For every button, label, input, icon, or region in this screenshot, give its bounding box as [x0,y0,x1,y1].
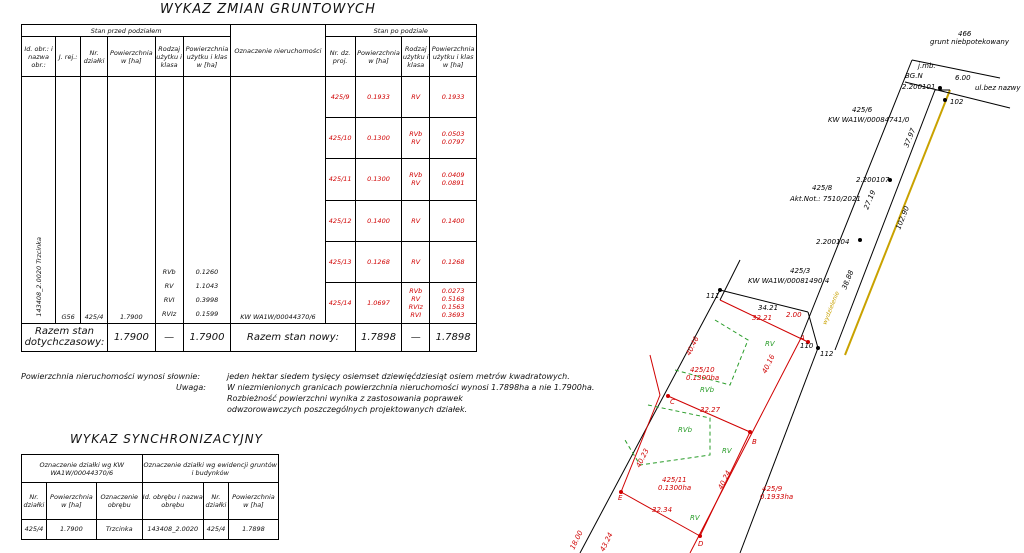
sum-before-label: Razem stan dotychczasowy: [22,323,108,351]
label-d4324: 43.24 [598,531,615,553]
changes-title: WYKAZ ZMIAN GRUNTOWYCH [160,2,376,17]
after-pow-uzytek: 0.1400 [430,200,477,241]
after-header: Stan po podziale [325,25,476,37]
label-d3797: 37.97 [902,127,918,149]
uzytek: RVb [162,267,176,276]
label-466: 466 [958,30,972,38]
sum-after-label: Razem stan nowy: [231,323,355,351]
sum-before-total: 1.7900 [183,323,231,351]
after-pow: 1.0697 [355,282,402,323]
sync-cell: 1.7900 [46,519,96,539]
sync-col: Nr. działki [204,483,229,519]
sync-col: Powierzchnia w [ha] [46,483,96,519]
col-jrej: J. rej.: [56,37,81,77]
label-d3221: 32.21 [752,314,773,322]
label-425-6: 425/6 [852,106,873,114]
col-dzialka: Nr. działki [81,37,108,77]
label-425-8-akt: Akt.Not.: 7510/2021 [790,195,861,203]
after-nr: 425/12 [325,200,355,241]
sync-group1: Oznaczenie działki wg KW WA1W/00044370/6 [22,455,143,483]
sync-cell: 1.7898 [228,519,278,539]
after-pow-uzytek: 0.0273 [441,286,465,295]
label-p9a: 425/9 [762,485,783,493]
after-uzytek: RV [411,138,421,147]
pow-cell: 1.7900 [107,77,155,324]
label-rvb: RVb [700,386,715,394]
label-d1800: 18.00 [568,529,585,551]
after-uzytek: RV [411,179,421,188]
sync-group2: Oznaczenie działki wg ewidencji gruntów i budynków [142,455,278,483]
map-point [943,98,947,102]
after-uzytek: RV [402,200,430,241]
sum-after-value: 1.7898 [355,323,402,351]
after-pow-uzytek: 0.0797 [441,138,465,147]
after-uzytek: RVb [409,286,423,295]
label-pt-c: C [670,398,675,406]
col-pow: Powierzchnia w [ha] [107,37,155,77]
sync-col: Nr. działki [22,483,47,519]
col-nr-proj: Nr. dz. proj. [325,37,355,77]
label-rv: RV [690,514,700,522]
after-pow-uzytek: 0.3693 [441,310,465,319]
after-uzytek: RVb [409,171,423,180]
col-obr: Id. obr.: i nazwa obr.: [22,37,56,77]
pow-uzytek: 0.1599 [195,309,219,318]
sync-col: Powierzchnia w [ha] [228,483,278,519]
sum-after-total: 1.7898 [430,323,477,351]
after-nr: 425/10 [325,118,355,159]
dzialka-cell: 425/4 [81,77,108,324]
after-pow-uzytek: 0.5168 [441,294,465,303]
after-pow: 0.1400 [355,200,402,241]
map-line [740,348,818,553]
after-pow: 0.1300 [355,159,402,200]
label-jmb: j.mb. [918,62,936,70]
label-d4016: 40.16 [760,353,777,375]
uzytek: RV [164,281,174,290]
map-line [625,405,710,465]
after-pow-uzytek: 0.1563 [441,302,465,311]
label-pt104: 2.200104 [816,238,850,246]
label-d3227: 32.27 [700,406,721,414]
after-uzytek: RV [402,241,430,282]
label-pt101: 2.200101 [902,83,936,91]
after-nr: 425/11 [325,159,355,200]
col-kw: Oznaczenie nieruchomości [231,25,325,77]
sync-cell: 143408_2.0020 [142,519,203,539]
after-nr: 425/13 [325,241,355,282]
after-uzytek: RV [411,294,421,303]
uzytek: RVIz [161,309,177,318]
label-d4023: 40.23 [634,447,651,469]
sync-cell: 425/4 [204,519,229,539]
after-pow-uzytek: 0.0891 [441,179,465,188]
label-d4046: 40.46 [684,335,701,357]
label-pt112: 112 [820,350,834,358]
after-nr: 425/9 [325,77,355,118]
uzytek: RVI [163,295,175,304]
label-pt111: 111 [706,292,720,300]
map-line [650,355,660,395]
label-d1029: 102.90 [894,205,912,231]
label-pt102: 102 [950,98,964,106]
obr-value: 143408_2.0020 Trzcinka [34,237,43,317]
sync-title: WYKAZ SYNCHRONIZACYJNY [70,432,263,446]
sum-before-dash: — [155,323,183,351]
jrej-cell: G56 [56,77,81,324]
sync-col: Id. obrębu i nazwa obrębu [142,483,203,519]
label-rvb: RVb [678,426,693,434]
col-pow-uzytek-after: Powierzchnia użytku i klas w [ha] [430,37,477,77]
after-uzytek: RVIz [408,302,423,311]
sync-cell: 425/4 [22,519,47,539]
label-pt110: 110 [800,342,814,350]
map-point [858,238,862,242]
label-425-6-kw: KW WA1W/00084741/0 [828,116,910,124]
label-rv: RV [722,447,732,455]
after-pow-uzytek: 0.1268 [430,241,477,282]
label-ulica: ul.bez nazwy [975,84,1021,92]
after-pow: 0.1268 [355,241,402,282]
after-uzytek: RV [402,77,430,118]
col-pow-uzytek: Powierzchnia użytku i klas w [ha] [183,37,231,77]
label-p11b: 0.1300ha [658,484,692,492]
label-p9b: 0.1933ha [760,493,794,501]
notes-line: odwzorowawczych poszczególnych projektowanych działek. [227,405,468,414]
kw-cell: KW WA1W/00044370/6 [231,77,325,324]
notes-label2: Uwaga: [176,383,206,392]
pow-uzytek: 1.1043 [195,281,219,290]
label-pt-a: A [800,334,805,342]
map-line [621,492,700,536]
sum-before-value: 1.7900 [107,323,155,351]
after-pow-uzytek: 0.1933 [430,77,477,118]
pow-uzytek: 0.1260 [195,267,219,276]
map-point [938,86,942,90]
after-uzytek: RVb [409,130,423,139]
label-p10a: 425/10 [690,366,715,374]
label-d4024: 40.24 [716,469,733,491]
map-point [698,534,702,538]
label-grunt: grunt niebpotekowany [930,38,1010,46]
label-d3234: 32.34 [652,506,673,514]
label-425-8: 425/8 [812,184,833,192]
col-uzytek: Rodzaj użytku i klasa [155,37,183,77]
label-pt-e: E [618,494,623,502]
label-425-3: 425/3 [790,267,811,275]
label-rv: RV [765,340,775,348]
notes-line: Rozbieżność powierzchni wynika z zastosowania poprawek [227,394,463,403]
col-uzytek-after: Rodzaj użytku i klasa [402,37,430,77]
sync-cell: Trzcinka [96,519,142,539]
notes-text1: jeden hektar siedem tysięcy osiemset dziewięćdziesiąt osiem metrów kwadratowych. [227,372,570,381]
map-point [748,430,752,434]
after-pow-uzytek: 0.0503 [441,130,465,139]
label-d3421: 34.21 [758,304,779,312]
after-nr: 425/14 [325,282,355,323]
label-425-3-kw: KW WA1W/00081490/4 [748,277,830,285]
label-pt-b: B [752,438,757,446]
label-d2719: 27.19 [862,189,878,211]
col-pow-after: Powierzchnia w [ha] [355,37,402,77]
label-p11a: 425/11 [662,476,687,484]
after-uzytek: RVI [410,310,422,319]
label-wydzielenie: wydzielenie [821,290,842,326]
notes-line: W niezmienionych granicach powierzchnia nieruchomości wynosi 1.7898ha a nie 1.7900ha. [227,383,595,392]
after-pow: 0.1933 [355,77,402,118]
after-pow-uzytek: 0.0409 [441,171,465,180]
map-line [835,90,935,350]
label-pt-d: D [698,540,704,548]
label-bgn: BG.N [905,72,923,80]
pow-uzytek: 0.3998 [195,295,219,304]
label-pt107: 2.200107 [856,176,890,184]
label-p10b: 0.1300ha [686,374,720,382]
notes-label1: Powierzchnia nieruchomości wynosi słownie: [21,372,201,381]
sync-col: Oznaczenie obrębu [96,483,142,519]
sum-after-dash: — [402,323,430,351]
label-d3888: 38.88 [840,269,856,291]
label-d200: 2.00 [786,311,802,319]
label-dist600: 6.00 [955,74,971,82]
before-header: Stan przed podziałem [22,25,231,37]
after-pow: 0.1300 [355,118,402,159]
